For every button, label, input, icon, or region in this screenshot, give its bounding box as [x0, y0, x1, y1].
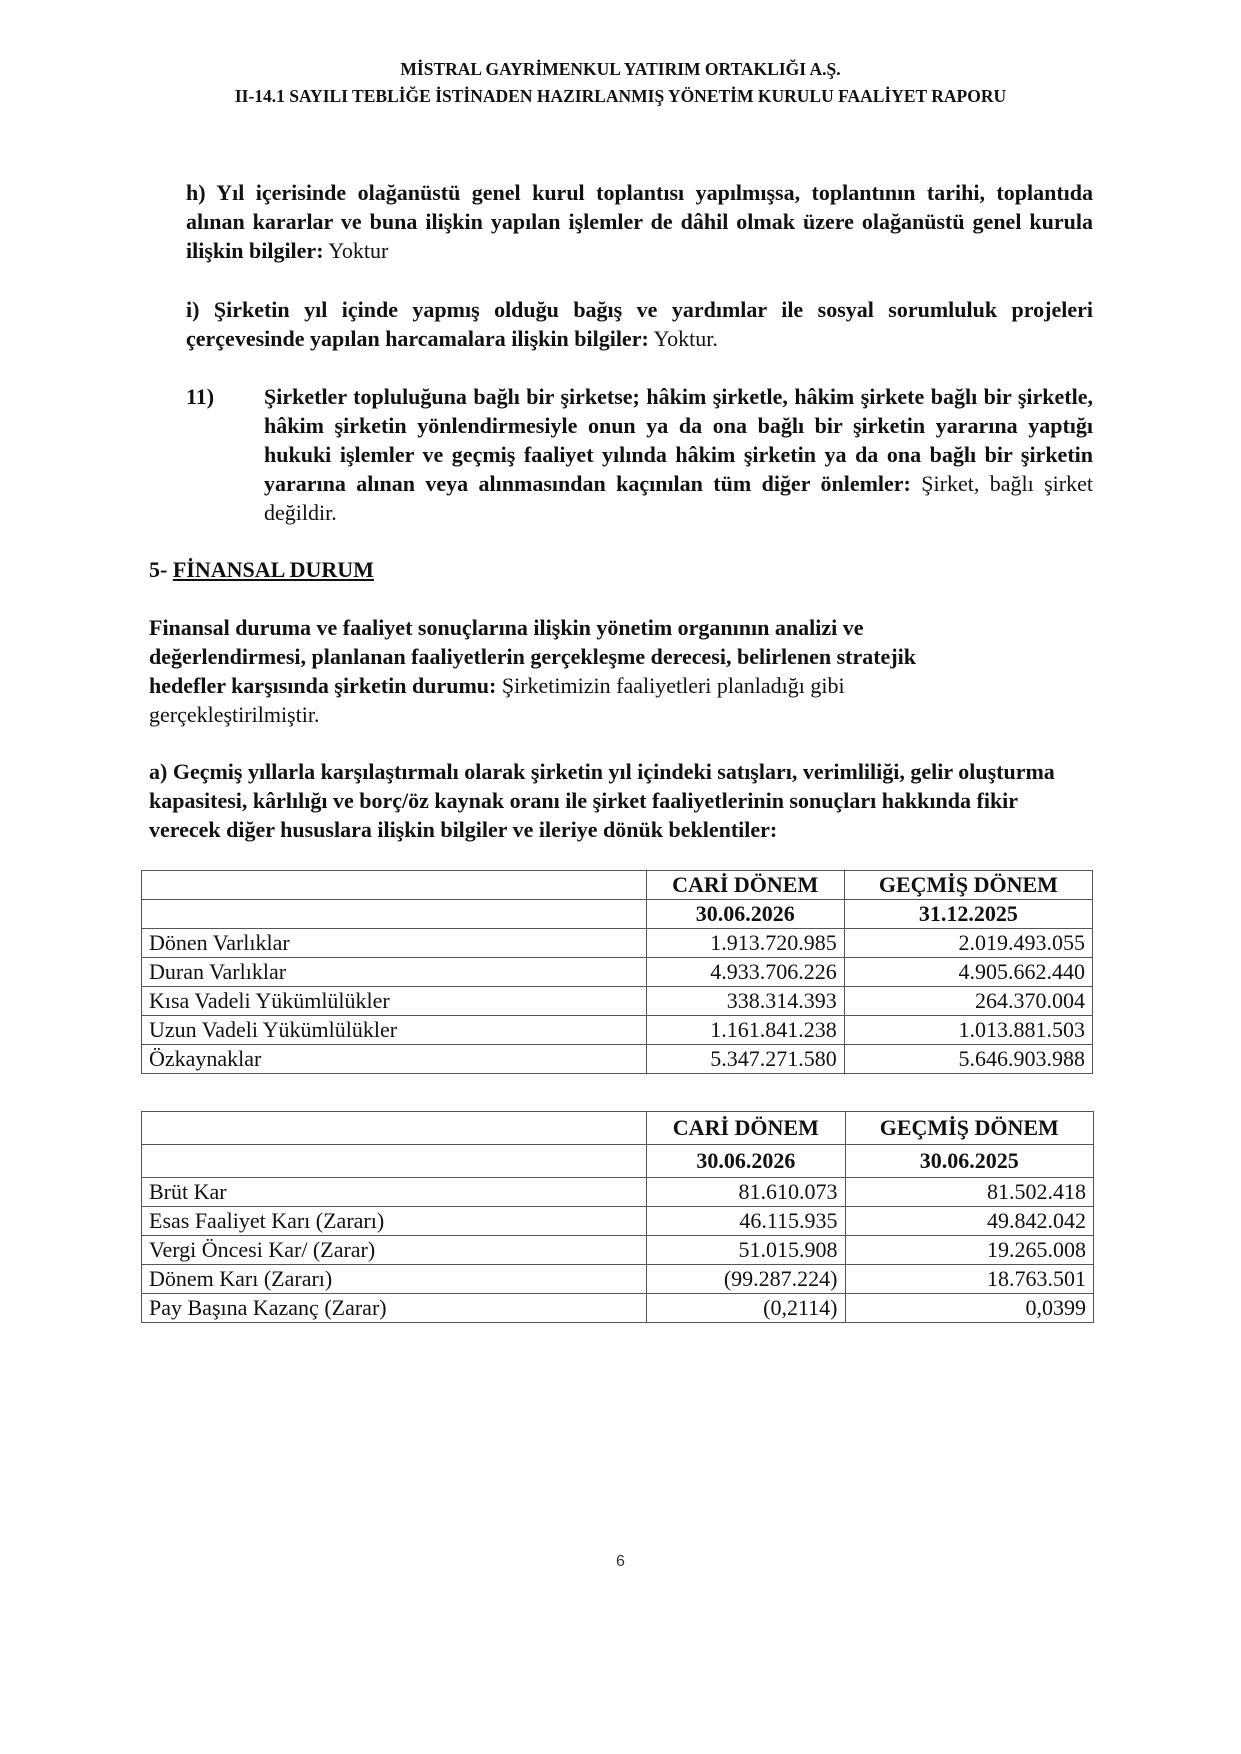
row-current-value: 4.933.706.226 [646, 958, 844, 987]
section-5-prefix: 5- [149, 557, 173, 582]
balance-sheet-table [141, 870, 1093, 1074]
table-header-current: CARİ DÖNEM [647, 1112, 845, 1145]
section-h-answer: Yoktur [323, 238, 389, 263]
row-previous-value: 49.842.042 [845, 1207, 1093, 1236]
row-current-value: 1.913.720.985 [646, 929, 844, 958]
section-11-body [225, 382, 1093, 527]
row-previous-value: 18.763.501 [845, 1265, 1093, 1294]
table-date-current: 30.06.2026 [647, 1145, 845, 1178]
row-previous-value: 0,0399 [845, 1294, 1093, 1323]
row-previous-value: 264.370.004 [844, 987, 1092, 1016]
table-date-empty [142, 900, 647, 929]
row-label: Uzun Vadeli Yükümlülükler [142, 1016, 647, 1045]
table-date-empty [142, 1145, 647, 1178]
row-label: Kısa Vadeli Yükümlülükler [142, 987, 647, 1016]
company-name: MİSTRAL GAYRİMENKUL YATIRIM ORTAKLIĞI A.Ş. [400, 59, 841, 79]
table-header-current: CARİ DÖNEM [646, 871, 844, 900]
row-previous-value: 5.646.903.988 [844, 1045, 1092, 1074]
table-header-row [142, 871, 1093, 900]
row-current-value: 5.347.271.580 [646, 1045, 844, 1074]
table-row [142, 1265, 1094, 1294]
section-finansal [149, 613, 979, 729]
row-previous-value: 4.905.662.440 [844, 958, 1092, 987]
income-statement-table [141, 1111, 1094, 1323]
row-current-value: 81.610.073 [647, 1178, 845, 1207]
table-date-previous: 30.06.2025 [845, 1145, 1093, 1178]
finansal-question: Finansal duruma ve faaliyet sonuçlarına ilişkin yönetim organının analizi ve değerlendirmesi, planlanan faaliyetlerin gerçekleşme derecesi, belirlenen stratejik hedefler karşısında şirketin durumu: [149, 615, 916, 698]
section-5-title: FİNANSAL DURUM [172, 557, 374, 582]
table-header-empty [142, 871, 647, 900]
finansal-answer: Şirketimizin faaliyetleri planladığı gibi gerçekleştirilmiştir. [149, 673, 845, 727]
row-current-value: (99.287.224) [647, 1265, 845, 1294]
section-a [149, 757, 1093, 844]
section-5-heading [149, 555, 374, 584]
table-row [142, 1178, 1094, 1207]
row-label: Özkaynaklar [142, 1045, 647, 1074]
row-label: Esas Faaliyet Karı (Zararı) [142, 1207, 647, 1236]
row-label: Vergi Öncesi Kar/ (Zarar) [142, 1236, 647, 1265]
section-i-answer: Yoktur. [648, 326, 718, 351]
row-current-value: 338.314.393 [646, 987, 844, 1016]
table-row [142, 929, 1093, 958]
section-11 [186, 382, 1093, 527]
table-date-current: 30.06.2026 [646, 900, 844, 929]
section-11-number: 11) [186, 384, 215, 409]
document-header [0, 56, 1241, 110]
report-title: II-14.1 SAYILI TEBLİĞE İSTİNADEN HAZIRLANMIŞ YÖNETİM KURULU FAALİYET RAPORU [234, 86, 1007, 106]
section-11-answer: Şirket, bağlı şirket değildir. [264, 471, 1093, 525]
page-number: 6 [616, 1553, 625, 1570]
table-row [142, 987, 1093, 1016]
table-row [142, 1045, 1093, 1074]
section-11-question: Şirketler topluluğuna bağlı bir şirketse; hâkim şirketle, hâkim şirkete bağlı bir şirketle, hâkim şirketin yönlendirmesiyle onun ya da ona bağlı bir şirketin yararına yaptığı hukuki işlemler ve geçmiş faaliyet yılında hâkim şirketin ya da ona bağlı bir şirketin yararına alınan veya alınmasından kaçınılan tüm diğer önlemler: [264, 384, 1093, 496]
row-label: Brüt Kar [142, 1178, 647, 1207]
table-row [142, 958, 1093, 987]
row-previous-value: 2.019.493.055 [844, 929, 1092, 958]
row-label: Dönen Varlıklar [142, 929, 647, 958]
table-row [142, 1207, 1094, 1236]
table-header-row [142, 1112, 1094, 1145]
table-header-empty [142, 1112, 647, 1145]
row-current-value: 1.161.841.238 [646, 1016, 844, 1045]
section-a-question: a) Geçmiş yıllarla karşılaştırmalı olarak şirketin yıl içindeki satışları, verimliliği, gelir oluşturma kapasitesi, kârlılığı ve borç/öz kaynak oranı ile şirket faaliyetlerinin sonuçları hakkında fikir verecek diğer hususlara ilişkin bilgiler ve ileriye dönük beklentiler: [149, 759, 1055, 842]
section-h-question: h) Yıl içerisinde olağanüstü genel kurul toplantısı yapılmışsa, toplantının tarihi, toplantıda alınan kararlar ve buna ilişkin yapılan işlemler de dâhil olmak üzere olağanüstü genel kurula ilişkin bilgiler: [186, 180, 1093, 263]
table-date-row [142, 1145, 1094, 1178]
row-current-value: 46.115.935 [647, 1207, 845, 1236]
table-row [142, 1294, 1094, 1323]
table-header-previous: GEÇMİŞ DÖNEM [844, 871, 1092, 900]
table-header-previous: GEÇMİŞ DÖNEM [845, 1112, 1093, 1145]
section-i [186, 295, 1093, 353]
table-row [142, 1016, 1093, 1045]
table-date-previous: 31.12.2025 [844, 900, 1092, 929]
section-i-question: i) Şirketin yıl içinde yapmış olduğu bağış ve yardımlar ile sosyal sorumluluk projeleri çerçevesinde yapılan harcamalara ilişkin bilgiler: [186, 297, 1093, 351]
table-row [142, 1236, 1094, 1265]
row-current-value: (0,2114) [647, 1294, 845, 1323]
row-label: Pay Başına Kazanç (Zarar) [142, 1294, 647, 1323]
row-previous-value: 19.265.008 [845, 1236, 1093, 1265]
table-date-row [142, 900, 1093, 929]
row-label: Dönem Karı (Zararı) [142, 1265, 647, 1294]
section-h [186, 178, 1093, 265]
row-previous-value: 81.502.418 [845, 1178, 1093, 1207]
row-current-value: 51.015.908 [647, 1236, 845, 1265]
row-previous-value: 1.013.881.503 [844, 1016, 1092, 1045]
row-label: Duran Varlıklar [142, 958, 647, 987]
